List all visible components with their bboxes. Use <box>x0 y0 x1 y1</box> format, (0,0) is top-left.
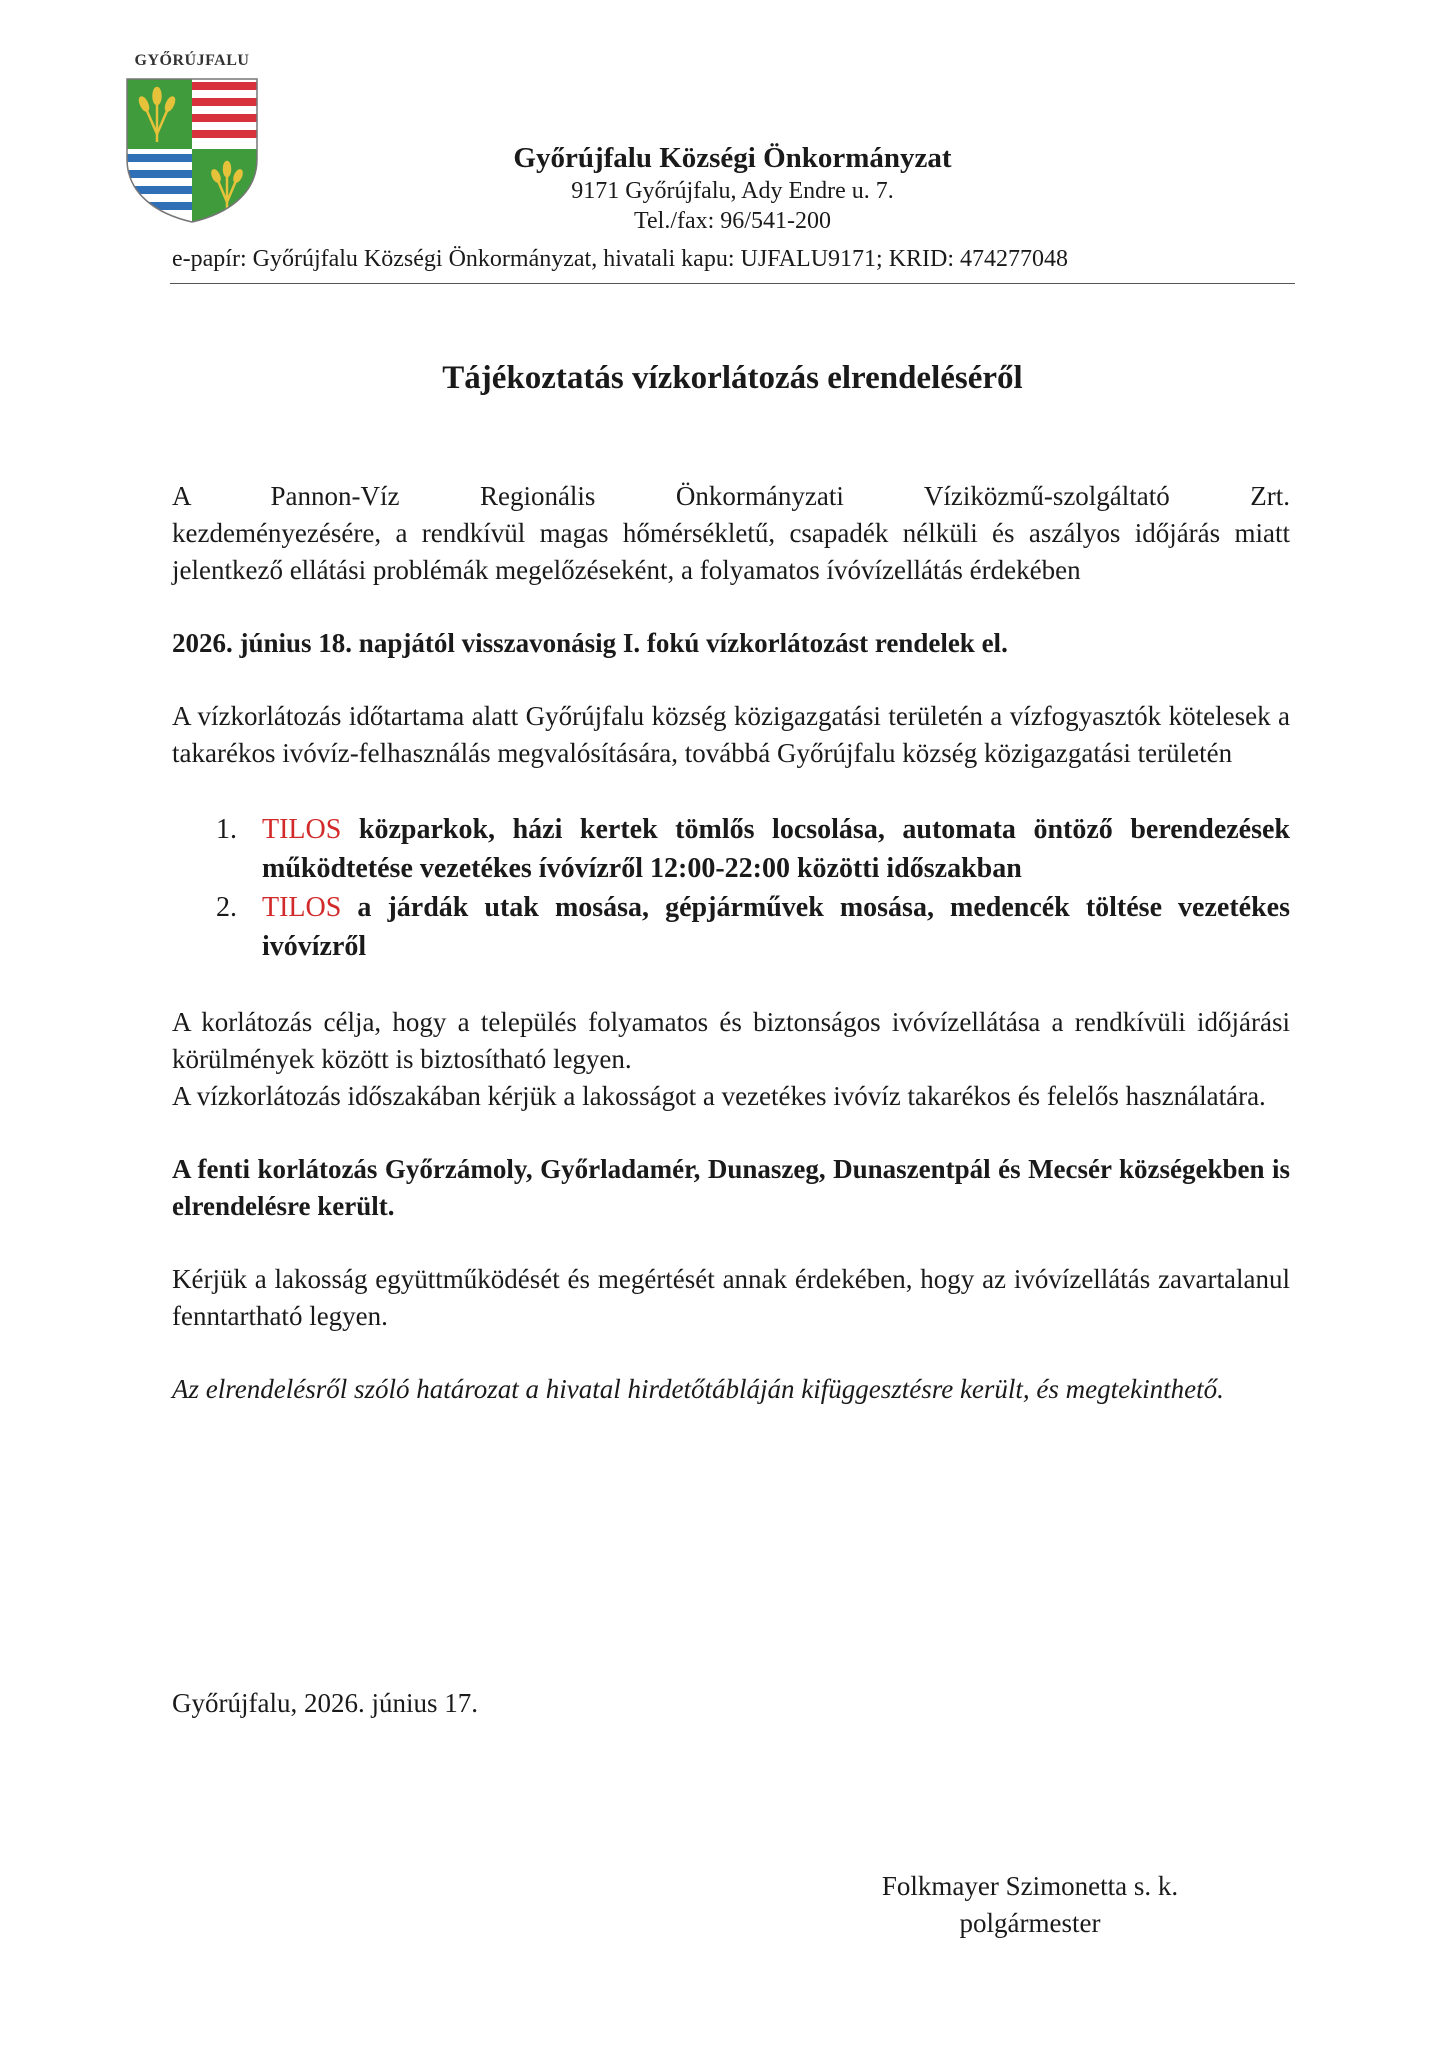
other-villages-paragraph: A fenti korlátozás Győrzámoly, Győrladamér, Dunaszeg, Dunaszentpál és Mecsér községekben is elrendelésre került. <box>172 1154 1290 1221</box>
cooperation-paragraph: Kérjük a lakosság együttműködését és megértését annak érdekében, hogy az ivóvízellátás zavartalanul fenntartható legyen. <box>172 1264 1290 1331</box>
org-address: 9171 Győrújfalu, Ady Endre u. 7. <box>571 178 894 204</box>
intro-paragraph: kezdeményezésére, a rendkívül magas hőmérsékletű, csapadék nélküli és aszályos időjárás miatt jelentkező ellátási problémák megelőzéseként, a folyamatos ívóvízellátás érdekében <box>172 518 1290 585</box>
purpose-paragraph: A korlátozás célja, hogy a település folyamatos és biztonságos ivóvízellátása a rendkívüli időjárási körülmények között is biztosítható legyen. <box>172 1007 1290 1074</box>
request-paragraph: A vízkorlátozás időszakában kérjük a lakosságot a vezetékes ivóvíz takarékos és felelős használatára. <box>172 1081 1266 1111</box>
list-item <box>216 888 1290 966</box>
decree-statement: 2026. június 18. napjától visszavonásig I. fokú vízkorlátozást rendelek el. <box>172 628 1008 658</box>
list-item <box>216 810 1290 888</box>
signatory-name: Folkmayer Szimonetta s. k. <box>881 1871 1179 1901</box>
document-body <box>172 478 1290 1408</box>
document-title: Tájékoztatás vízkorlátozás elrendeléséről <box>442 360 1023 396</box>
list-item-number: 2. <box>216 892 237 923</box>
obligation-paragraph: A vízkorlátozás időtartama alatt Győrújfalu község közigazgatási területén a vízfogyasztók kötelesek a takarékos ivóvíz-felhasználás megvalósítására, továbbá Győrújfalu község közigazgatási területén <box>172 701 1290 768</box>
header-divider <box>170 283 1295 284</box>
intro-line-1: A Pannon-Víz Regionális Önkormányzati Víziközmű-szolgáltató Zrt. <box>172 481 1290 511</box>
prohibition-text: közparkok, házi kertek tömlős locsolása, automata öntöző berendezések működtetése vezetékes ívóvízről 12:00-22:00 közötti időszakban <box>262 814 1290 884</box>
letterhead <box>170 140 1295 236</box>
prohibition-keyword: TILOS <box>262 814 342 845</box>
notice-paragraph: Az elrendelésről szóló határozat a hivatal hirdetőtábláján kifüggesztésre került, és megtekinthető. <box>172 1374 1224 1404</box>
prohibition-list <box>172 810 1290 966</box>
prohibition-text: a járdák utak mosása, gépjárművek mosása, medencék töltése vezetékes ivóvízről <box>262 892 1290 962</box>
signature-block <box>860 1868 1200 1942</box>
org-phone: Tel./fax: 96/541-200 <box>634 208 831 234</box>
list-item-number: 1. <box>216 814 237 845</box>
org-name: Győrújfalu Községi Önkormányzat <box>513 142 952 174</box>
place-date: Győrújfalu, 2026. június 17. <box>172 1688 478 1718</box>
crest-name: GYŐRÚJFALU <box>134 52 250 69</box>
signatory-role: polgármester <box>959 1908 1101 1938</box>
prohibition-keyword: TILOS <box>262 892 342 923</box>
org-epapir: e-papír: Győrújfalu Községi Önkormányzat, hivatali kapu: UJFALU9171; KRID: 474277048 <box>172 246 1069 272</box>
